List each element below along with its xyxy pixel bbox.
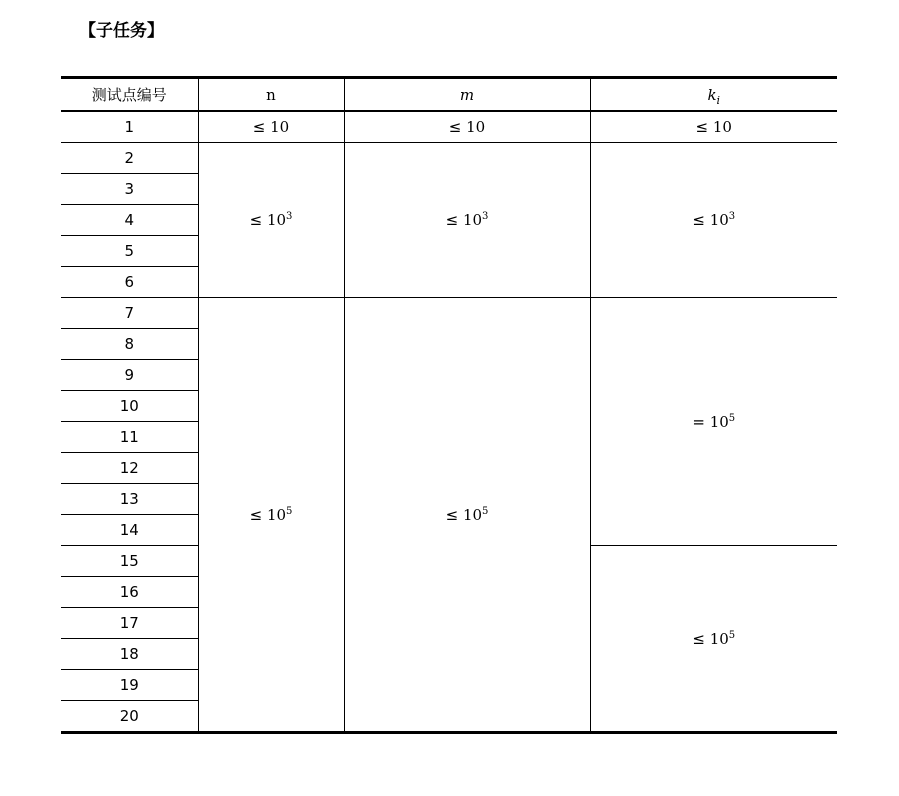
test-point-cell: 7: [61, 298, 198, 329]
test-point-cell: 5: [61, 236, 198, 267]
header-m: m: [344, 78, 590, 112]
section-title: 【子任务】: [79, 21, 164, 41]
table-row: [61, 298, 837, 329]
test-point-cell: 11: [61, 422, 198, 453]
table-header-row: [61, 78, 837, 112]
header-k: [590, 78, 837, 112]
header-k-sub: i: [716, 93, 721, 107]
n-constraint: ≤ 10: [198, 111, 344, 143]
m-constraint: ≤ $10^3$: [344, 143, 590, 298]
test-point-cell: 15: [61, 546, 198, 577]
test-point-cell: 4: [61, 205, 198, 236]
table-row: [61, 143, 837, 174]
test-point-cell: 16: [61, 577, 198, 608]
test-point-cell: 9: [61, 360, 198, 391]
test-point-cell: 20: [61, 701, 198, 733]
m-constraint: ≤ $10^5$: [344, 298, 590, 733]
test-point-cell: 3: [61, 174, 198, 205]
m-constraint: ≤ 10: [344, 111, 590, 143]
test-point-cell: 19: [61, 670, 198, 701]
test-point-cell: 8: [61, 329, 198, 360]
k-constraint: ≤ $10^3$: [590, 143, 837, 298]
k-constraint: ≤ 10: [590, 111, 837, 143]
test-point-cell: 17: [61, 608, 198, 639]
n-constraint: ≤ $10^5$: [198, 298, 344, 733]
test-point-cell: 1: [61, 111, 198, 143]
test-point-cell: 12: [61, 453, 198, 484]
header-n: n: [198, 78, 344, 112]
test-point-cell: 6: [61, 267, 198, 298]
table-row: [61, 111, 837, 143]
test-point-cell: 18: [61, 639, 198, 670]
subtask-table: [61, 76, 837, 734]
k-constraint: = $10^5$: [590, 298, 837, 546]
test-point-cell: 13: [61, 484, 198, 515]
test-point-cell: 2: [61, 143, 198, 174]
n-constraint: ≤ $10^3$: [198, 143, 344, 298]
header-k-base: k: [707, 85, 717, 104]
test-point-cell: 14: [61, 515, 198, 546]
k-constraint: ≤ $10^5$: [590, 546, 837, 733]
header-test-point: 测试点编号: [61, 78, 198, 112]
test-point-cell: 10: [61, 391, 198, 422]
